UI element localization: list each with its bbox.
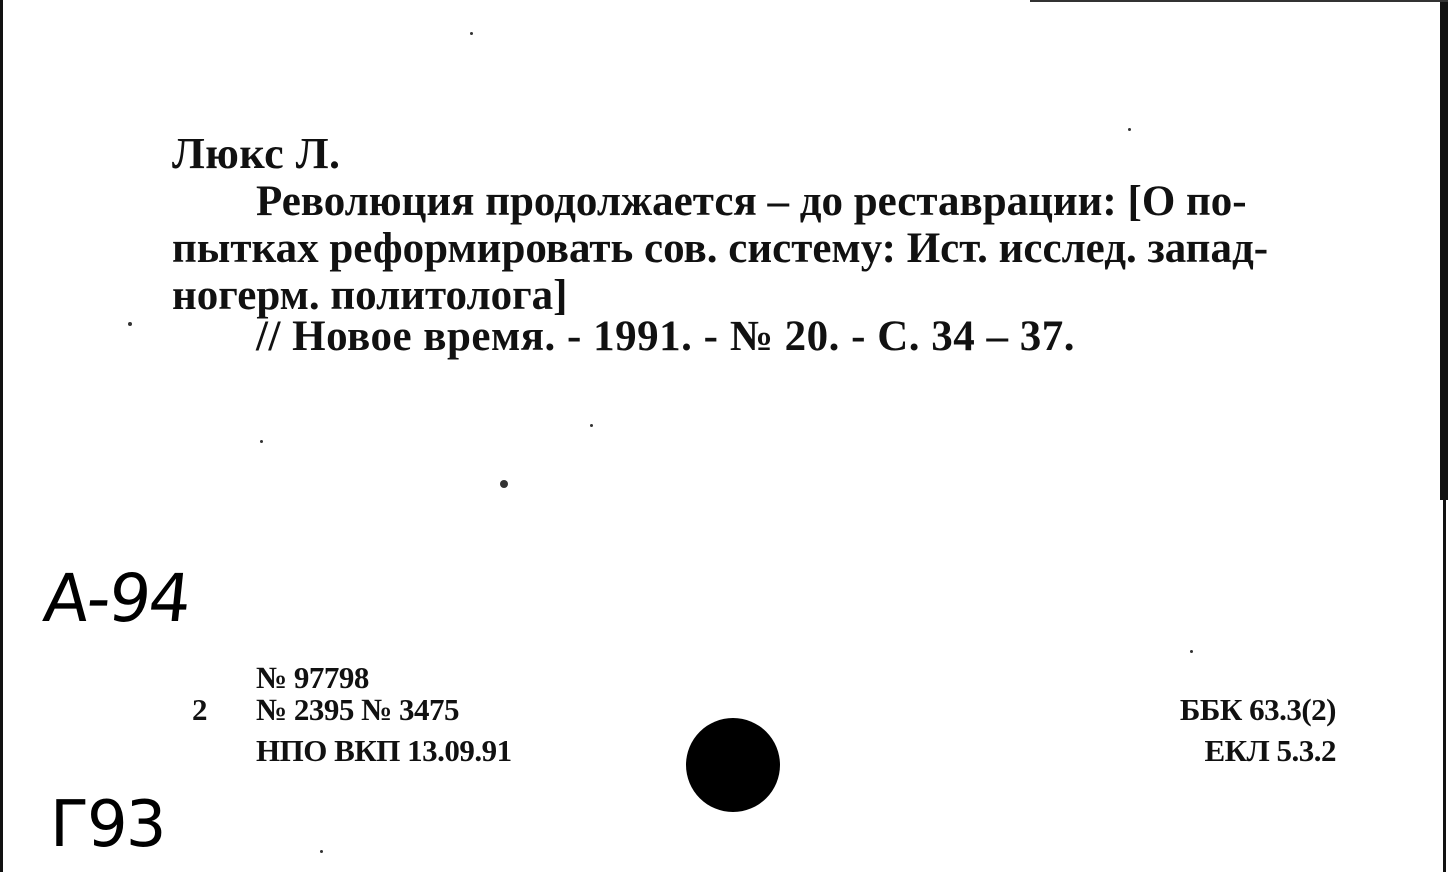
card-left-edge xyxy=(0,0,3,872)
title-line-3: ногерм. политолога] xyxy=(172,272,568,319)
punch-hole xyxy=(686,718,780,812)
title-line-2: пытках реформировать сов. систему: Ист. исслед. запад- xyxy=(172,225,1269,272)
ink-speck xyxy=(1190,650,1193,653)
handwritten-code: Г93 xyxy=(50,788,165,862)
ink-speck xyxy=(470,32,473,35)
card-top-edge xyxy=(1030,0,1448,2)
copies-count: 2 xyxy=(192,692,207,727)
card-right-edge-lower xyxy=(1443,500,1446,872)
title-block xyxy=(172,178,1332,319)
ink-speck xyxy=(260,440,263,443)
bbk-classification: ББК 63.3(2) xyxy=(1179,692,1336,727)
accession-numbers: № 2395 № 3475 xyxy=(256,692,460,727)
ink-speck xyxy=(500,480,508,488)
source-reference: // Новое время. - 1991. - № 20. - С. 34 – 37. xyxy=(256,313,1076,360)
ekl-classification: ЕКЛ 5.3.2 xyxy=(1204,733,1336,768)
author-heading: Люкс Л. xyxy=(172,129,341,178)
handwritten-shelf-mark: А-94 xyxy=(39,560,193,637)
card-right-edge xyxy=(1440,0,1448,500)
ink-speck xyxy=(1128,128,1131,131)
title-line-1: Революция продолжается – до реставрации: [О по- xyxy=(256,178,1247,225)
processing-stamp: НПО ВКП 13.09.91 xyxy=(256,733,512,768)
ink-speck xyxy=(590,424,593,427)
inventory-number: № 97798 xyxy=(256,660,369,695)
ink-speck xyxy=(320,850,323,853)
ink-speck xyxy=(128,322,132,326)
